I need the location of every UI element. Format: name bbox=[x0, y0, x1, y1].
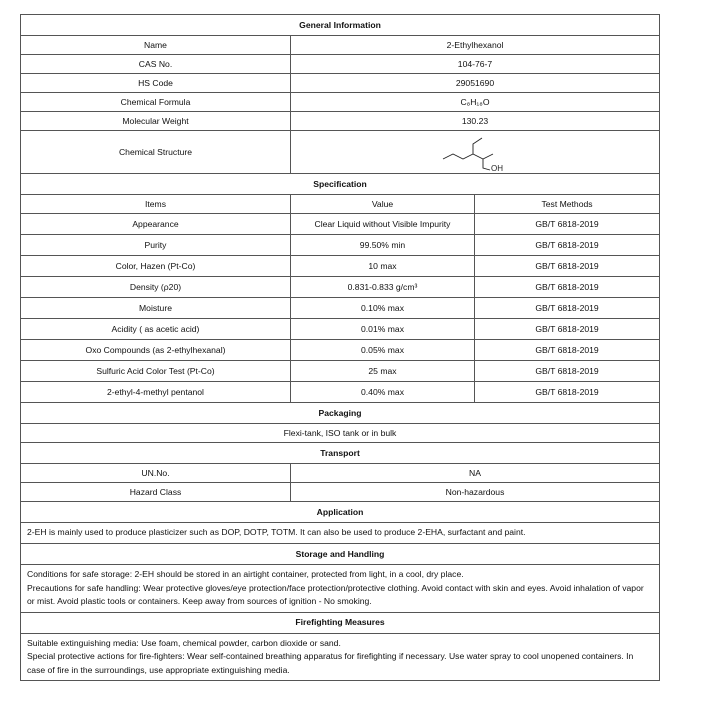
test-methods-header: Test Methods bbox=[475, 195, 660, 214]
hazard-class-label: Hazard Class bbox=[21, 483, 291, 502]
general-information-heading: General Information bbox=[21, 15, 660, 36]
table-row bbox=[21, 424, 660, 443]
spec-value: Clear Liquid without Visible Impurity bbox=[291, 214, 475, 235]
spec-method: GB/T 6818-2019 bbox=[475, 235, 660, 256]
spec-value: 0.831-0.833 g/cm³ bbox=[291, 277, 475, 298]
table-row bbox=[21, 93, 660, 112]
spec-item: Density (ρ20) bbox=[21, 277, 291, 298]
spec-value: 0.01% max bbox=[291, 319, 475, 340]
firefighting-heading: Firefighting Measures bbox=[21, 612, 660, 633]
structure-cell bbox=[291, 131, 660, 174]
table-row bbox=[21, 235, 660, 256]
storage-precautions-text: Precautions for safe handling: Wear protective gloves/eye protection/face protection/protective clothing. Avoid contact with skin and eyes. Avoid inhalation of vapor or mist. Avoid plastic tools or containers. Keep away from sources of ignition - No smoking. bbox=[27, 582, 644, 606]
items-header: Items bbox=[21, 195, 291, 214]
value-header: Value bbox=[291, 195, 475, 214]
hazard-class-value: Non-hazardous bbox=[291, 483, 660, 502]
chemical-structure-image bbox=[435, 132, 515, 172]
hs-code-value: 29051690 bbox=[291, 74, 660, 93]
extinguishing-media-text: Suitable extinguishing media: Use foam, chemical powder, carbon dioxide or sand. bbox=[27, 637, 341, 648]
table-row bbox=[21, 298, 660, 319]
protective-actions-text: Special protective actions for fire-fighters: Wear self-contained breathing apparatus for firefighting if necessary. Use water spray to cool unopened containers. In case of fire in the surroundings, use appropriate extinguishing media. bbox=[27, 651, 634, 675]
spec-value: 10 max bbox=[291, 256, 475, 277]
table-row bbox=[21, 36, 660, 55]
firefighting-text bbox=[21, 633, 660, 681]
application-heading: Application bbox=[21, 502, 660, 523]
spec-value: 25 max bbox=[291, 361, 475, 382]
specification-heading: Specification bbox=[21, 174, 660, 195]
spec-method: GB/T 6818-2019 bbox=[475, 340, 660, 361]
spec-value: 0.10% max bbox=[291, 298, 475, 319]
product-spec-table bbox=[20, 14, 660, 681]
table-header-row bbox=[21, 195, 660, 214]
spec-method: GB/T 6818-2019 bbox=[475, 277, 660, 298]
name-value: 2-Ethylhexanol bbox=[291, 36, 660, 55]
spec-item: 2-ethyl-4-methyl pentanol bbox=[21, 382, 291, 403]
transport-heading: Transport bbox=[21, 443, 660, 464]
un-no-label: UN.No. bbox=[21, 464, 291, 483]
spec-item: Appearance bbox=[21, 214, 291, 235]
spec-method: GB/T 6818-2019 bbox=[475, 214, 660, 235]
table-row bbox=[21, 464, 660, 483]
spec-item: Moisture bbox=[21, 298, 291, 319]
table-row bbox=[21, 74, 660, 93]
spec-value: 0.05% max bbox=[291, 340, 475, 361]
spec-item: Purity bbox=[21, 235, 291, 256]
formula-label: Chemical Formula bbox=[21, 93, 291, 112]
spec-value: 0.40% max bbox=[291, 382, 475, 403]
storage-conditions-text: Conditions for safe storage: 2-EH should be stored in an airtight container, protected from light, in a cool, dry place. bbox=[27, 569, 464, 579]
un-no-value: NA bbox=[291, 464, 660, 483]
spec-item: Oxo Compounds (as 2-ethylhexanal) bbox=[21, 340, 291, 361]
storage-text bbox=[21, 565, 660, 613]
spec-value: 99.50% min bbox=[291, 235, 475, 256]
table-row bbox=[21, 633, 660, 681]
table-row bbox=[21, 55, 660, 74]
table-row bbox=[21, 319, 660, 340]
spec-method: GB/T 6818-2019 bbox=[475, 256, 660, 277]
spec-method: GB/T 6818-2019 bbox=[475, 382, 660, 403]
table-row bbox=[21, 256, 660, 277]
oh-label: OH bbox=[491, 164, 503, 172]
spec-item: Acidity ( as acetic acid) bbox=[21, 319, 291, 340]
name-label: Name bbox=[21, 36, 291, 55]
packaging-heading: Packaging bbox=[21, 403, 660, 424]
table-row bbox=[21, 523, 660, 544]
table-row bbox=[21, 340, 660, 361]
table-row bbox=[21, 214, 660, 235]
packaging-text: Flexi-tank, ISO tank or in bulk bbox=[21, 424, 660, 443]
spec-item: Sulfuric Acid Color Test (Pt-Co) bbox=[21, 361, 291, 382]
table-row bbox=[21, 483, 660, 502]
table-row bbox=[21, 112, 660, 131]
structure-label: Chemical Structure bbox=[21, 131, 291, 174]
formula-value: C₈H₁₈O bbox=[291, 93, 660, 112]
cas-value: 104-76-7 bbox=[291, 55, 660, 74]
table-row bbox=[21, 382, 660, 403]
table-row bbox=[21, 131, 660, 174]
spec-method: GB/T 6818-2019 bbox=[475, 298, 660, 319]
spec-item: Color, Hazen (Pt-Co) bbox=[21, 256, 291, 277]
table-row bbox=[21, 277, 660, 298]
molecular-weight-value: 130.23 bbox=[291, 112, 660, 131]
spec-method: GB/T 6818-2019 bbox=[475, 319, 660, 340]
spec-method: GB/T 6818-2019 bbox=[475, 361, 660, 382]
application-text: 2-EH is mainly used to produce plasticizer such as DOP, DOTP, TOTM. It can also be used to produce 2-EHA, surfactant and paint. bbox=[21, 523, 660, 544]
molecular-weight-label: Molecular Weight bbox=[21, 112, 291, 131]
table-row bbox=[21, 565, 660, 613]
hs-code-label: HS Code bbox=[21, 74, 291, 93]
cas-label: CAS No. bbox=[21, 55, 291, 74]
storage-heading: Storage and Handling bbox=[21, 544, 660, 565]
table-row bbox=[21, 361, 660, 382]
